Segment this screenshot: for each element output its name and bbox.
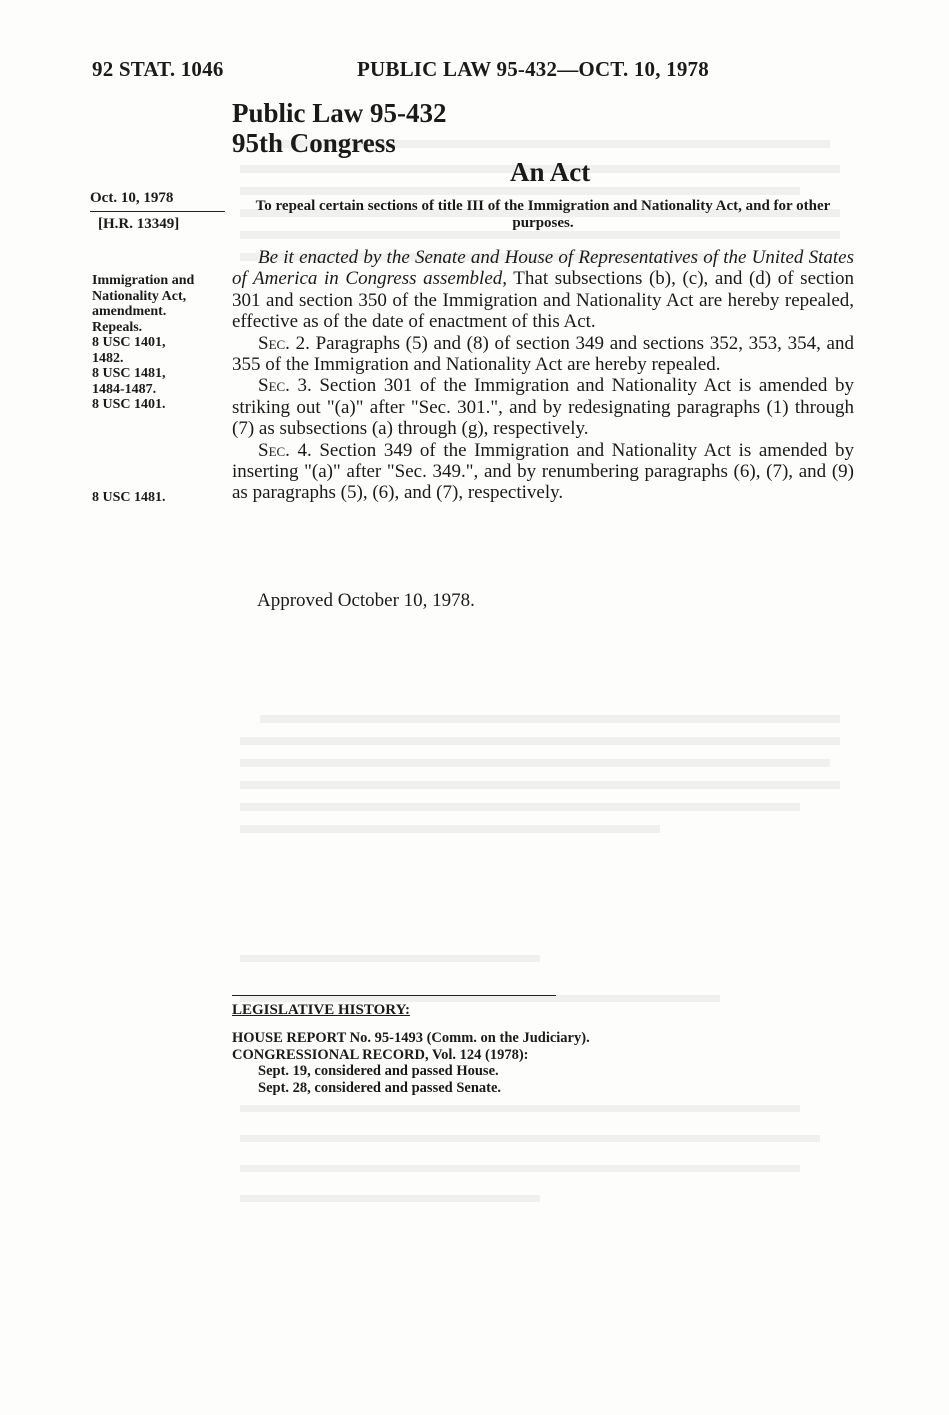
- section-4: [232, 440, 854, 504]
- margin-note-1: [92, 273, 222, 413]
- public-law-title: Public Law 95-432: [232, 98, 447, 128]
- margin-line: amendment.: [92, 304, 167, 319]
- margin-note-2: 8 USC 1481.: [92, 490, 166, 505]
- section-2-text: Paragraphs (5) and (8) of section 349 and sections 352, 353, 354, and 355 of the Immigration and Nationality Act are hereby repealed.: [232, 332, 854, 376]
- margin-line: 1484-1487.: [92, 381, 157, 397]
- legislative-history-heading: LEGISLATIVE HISTORY:: [232, 1002, 411, 1018]
- margin-line: 8 USC 1401,: [92, 335, 166, 350]
- section-4-label: Sec. 4.: [258, 439, 312, 461]
- section-3-label: Sec. 3.: [258, 375, 312, 397]
- sidebar-rule: [90, 211, 225, 212]
- enactment-date: Oct. 10, 1978: [90, 190, 174, 206]
- congressional-record: CONGRESSIONAL RECORD, Vol. 124 (1978):: [232, 1046, 529, 1063]
- act-purpose: To repeal certain sections of title III of the Immigration and Nationality Act, and for other purposes.: [255, 198, 831, 231]
- history-entry: Sept. 19, considered and passed House.: [258, 1063, 499, 1079]
- section-2: [232, 333, 854, 376]
- approval-date: Approved October 10, 1978.: [257, 590, 475, 611]
- history-entry: Sept. 28, considered and passed Senate.: [258, 1079, 502, 1096]
- section-3: [232, 375, 854, 439]
- margin-line: Immigration and: [92, 273, 195, 288]
- page-number-header: 92 STAT. 1046: [92, 57, 224, 81]
- section-4-text: Section 349 of the Immigration and Nationality Act is amended by inserting "(a)" after "Sec. 349.", and by renumbering paragraphs (6), (7), and (9) as paragraphs (5), (6), and (7), respectively.: [232, 439, 854, 504]
- enacting-italic: Be it enacted by the Senate and House of Representatives of the United States of America in Congress assembled,: [232, 247, 854, 290]
- margin-line: Nationality Act,: [92, 288, 187, 304]
- enacting-text: That subsections (b), (c), and (d) of section 301 and section 350 of the Immigration and Nationality Act are hereby repealed, effective as of the date of enactment of this Act.: [232, 268, 854, 333]
- legislative-history-rule: [232, 995, 556, 996]
- section-3-text: Section 301 of the Immigration and Nationality Act is amended by striking out "(a)" after "Sec. 301.", and by redesignating paragraphs (1) through (7) as subsections (a) through (g), respectively.: [232, 375, 854, 440]
- enacting-clause: [232, 247, 854, 333]
- margin-line: 1482.: [92, 350, 124, 366]
- running-header: PUBLIC LAW 95-432—OCT. 10, 1978: [357, 57, 709, 81]
- margin-line: 8 USC 1481,: [92, 366, 166, 381]
- margin-line: 8 USC 1401.: [92, 397, 166, 412]
- section-2-label: Sec. 2.: [258, 332, 310, 354]
- margin-line: Repeals.: [92, 319, 143, 335]
- act-body: [232, 247, 854, 504]
- congress-title: 95th Congress: [232, 128, 396, 158]
- an-act-heading: An Act: [510, 157, 591, 187]
- house-report: HOUSE REPORT No. 95-1493 (Comm. on the Judiciary).: [232, 1030, 590, 1046]
- bill-number: [H.R. 13349]: [98, 216, 180, 232]
- legislative-history-body: [232, 1030, 590, 1096]
